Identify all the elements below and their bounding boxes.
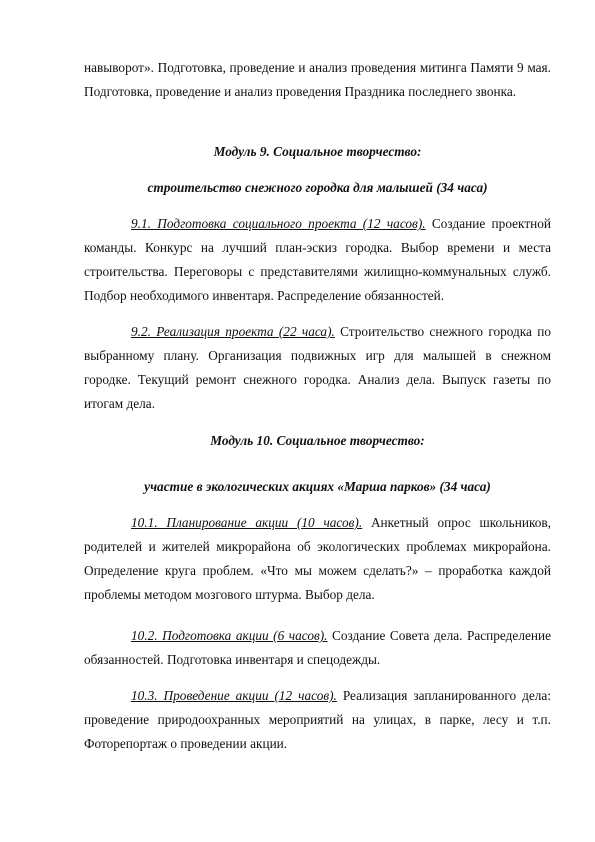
module-9-item-1-text: Создание проектной команды. Конкурс на лучший план-эскиз городка. Выбор времени и места строительства. Переговоры с представителями жилищно-коммунальных служб. Подбор необходимого инвентаря. Распределение обязанностей.	[84, 216, 552, 303]
intro-paragraph: навыворот». Подготовка, проведение и анализ проведения митинга Памяти 9 мая. Подготовка, проведение и анализ проведения Праздника последнего звонка.	[84, 60, 551, 99]
module-10-item-2	[84, 624, 551, 672]
module-10-item-2-title: 10.2. Подготовка акции (6 часов).	[131, 628, 328, 643]
module-10-subheading: участие в экологических акциях «Марша парков» (34 часа)	[144, 479, 491, 494]
module-10-item-1-text: Анкетный опрос школьников, родителей и жителей микрорайона об экологических проблемах микрорайона. Определение круга проблем. «Что мы можем сделать?» – проработка каждой проблемы методом мозгового штурма. Выбор дела.	[84, 515, 551, 602]
module-10-item-3-title: 10.3. Проведение акции (12 часов).	[131, 688, 337, 703]
module-10-item-1-title: 10.1. Планирование акции (10 часов).	[131, 515, 363, 530]
module-10-item-2-text: Создание Совета дела. Распределение обязанностей. Подготовка инвентаря и спецодежды.	[84, 628, 551, 667]
module-9-item-2-text: Строительство снежного городка по выбранному плану. Организация подвижных игр для малышей в снежном городке. Текущий ремонт снежного городка. Анализ дела. Выпуск газеты по итогам дела.	[84, 324, 552, 411]
module-9-item-1	[84, 212, 551, 308]
module-9-heading: Модуль 9. Социальное творчество:	[213, 144, 422, 159]
module-10-item-3	[84, 684, 551, 756]
module-10-item-3-text: Реализация запланированного дела: проведение природоохранных мероприятий на улицах, в парке, лесу и т.п. Фоторепортаж о проведении акции.	[84, 688, 552, 751]
module-9-item-2-title: 9.2. Реализация проекта (22 часа).	[131, 324, 335, 339]
module-9-item-2	[84, 320, 551, 416]
module-9-item-1-title: 9.1. Подготовка социального проекта (12 часов).	[131, 216, 426, 231]
module-10-item-1	[84, 511, 551, 607]
module-9-subheading: строительство снежного городка для малышей (34 часа)	[147, 180, 488, 195]
module-10-heading: Модуль 10. Социальное творчество:	[210, 433, 425, 448]
